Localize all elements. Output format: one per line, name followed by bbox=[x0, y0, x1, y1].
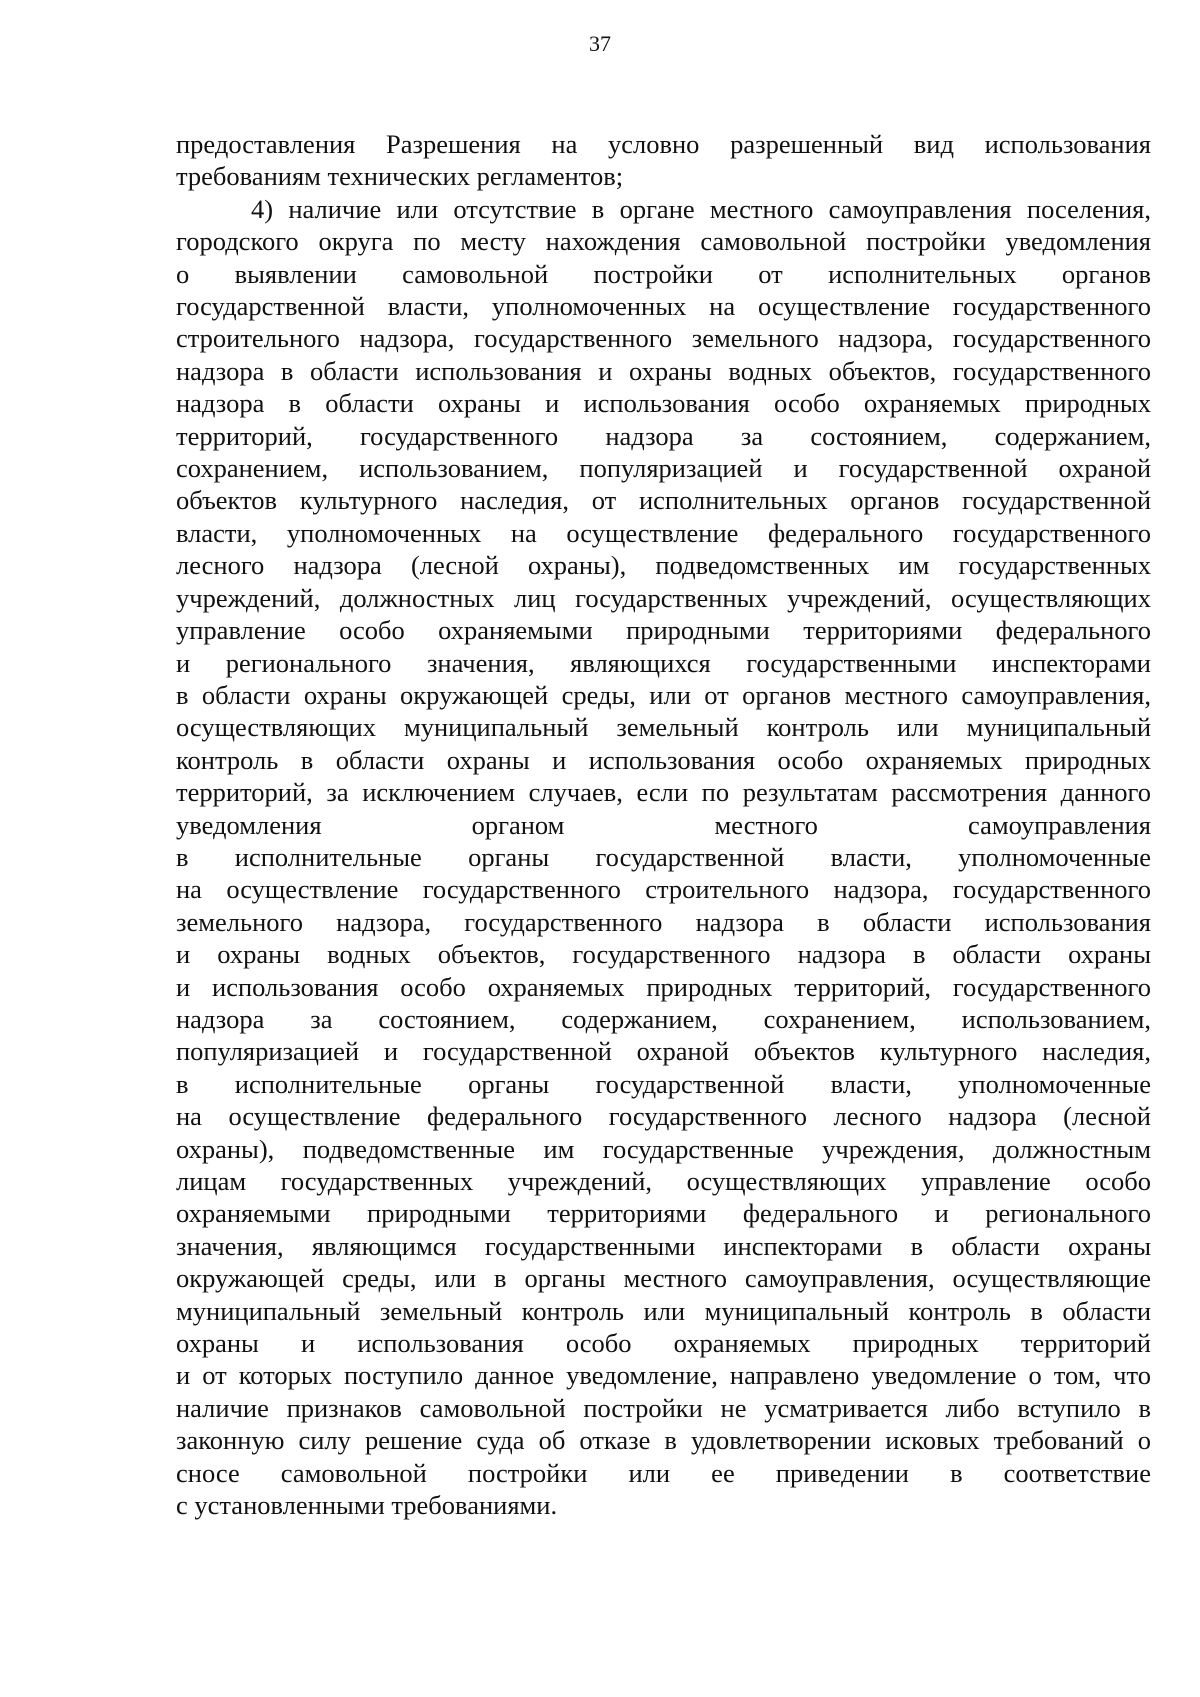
page-number: 37 bbox=[589, 31, 611, 56]
text-line: законную силу решение суда об отказе в удовлетворении исковых требований о bbox=[176, 1425, 1151, 1456]
text-line: надзора в области охраны и использования особо охраняемых природных bbox=[176, 388, 1151, 419]
text-line: на осуществление федерального государственного лесного надзора (лесной bbox=[176, 1101, 1151, 1132]
text-line: в исполнительные органы государственной власти, уполномоченные bbox=[176, 841, 1151, 872]
document-body bbox=[176, 128, 1151, 1521]
text-line: контроль в области охраны и использования особо охраняемых природных bbox=[176, 744, 1151, 775]
text-line: управление особо охраняемыми природными территориями федерального bbox=[176, 615, 1151, 646]
text-line: надзора в области использования и охраны водных объектов, государственного bbox=[176, 355, 1151, 386]
text-line: предоставления Разрешения на условно разрешенный вид использования bbox=[176, 129, 1151, 159]
text-line: осуществляющих муниципальный земельный контроль или муниципальный bbox=[176, 712, 1151, 743]
text-line: наличие признаков самовольной постройки не усматривается либо вступило в bbox=[176, 1392, 1151, 1423]
paragraph-item-4 bbox=[176, 193, 1151, 1522]
text-line: сносе самовольной постройки или ее приведении в соответствие bbox=[176, 1457, 1151, 1488]
text-line: власти, уполномоченных на осуществление федерального государственного bbox=[176, 517, 1151, 548]
text-line: земельного надзора, государственного надзора в области использования bbox=[176, 906, 1151, 937]
text-line: муниципальный земельный контроль или муниципальный контроль в области bbox=[176, 1295, 1151, 1326]
text-line: требованиям технических регламентов; bbox=[176, 161, 624, 192]
text-line: охраняемыми природными территориями федерального и регионального bbox=[176, 1198, 1151, 1229]
text-line: городского округа по месту нахождения самовольной постройки уведомления bbox=[176, 226, 1151, 257]
text-line: и регионального значения, являющихся государственными инспекторами bbox=[176, 647, 1151, 678]
text-line: популяризацией и государственной охраной объектов культурного наследия, bbox=[176, 1036, 1151, 1067]
text-line: окружающей среды, или в органы местного самоуправления, осуществляющие bbox=[176, 1263, 1151, 1294]
text-line: территорий, за исключением случаев, если по результатам рассмотрения данного bbox=[176, 777, 1151, 808]
text-line: строительного надзора, государственного земельного надзора, государственного bbox=[176, 323, 1151, 354]
text-line: и охраны водных объектов, государственного надзора в области охраны bbox=[176, 939, 1151, 970]
text-line: на осуществление государственного строительного надзора, государственного bbox=[176, 874, 1151, 905]
text-line: значения, являющимся государственными инспекторами в области охраны bbox=[176, 1230, 1151, 1261]
text-line: охраны), подведомственные им государственные учреждения, должностным bbox=[176, 1133, 1151, 1164]
text-line: в исполнительные органы государственной власти, уполномоченные bbox=[176, 1068, 1151, 1099]
text-line: надзора за состоянием, содержанием, сохранением, использованием, bbox=[176, 1003, 1151, 1034]
text-line: объектов культурного наследия, от исполнительных органов государственной bbox=[176, 485, 1151, 516]
text-line: и от которых поступило данное уведомление, направлено уведомление о том, что bbox=[176, 1360, 1151, 1391]
text-line: территорий, государственного надзора за состоянием, содержанием, bbox=[176, 420, 1151, 451]
text-line: государственной власти, уполномоченных на осуществление государственного bbox=[176, 291, 1151, 322]
text-line: и использования особо охраняемых природных территорий, государственного bbox=[176, 971, 1151, 1002]
paragraph-continuation bbox=[176, 128, 1151, 193]
text-line: с установленными требованиями. bbox=[176, 1490, 558, 1521]
text-line: лицам государственных учреждений, осуществляющих управление особо bbox=[176, 1166, 1151, 1196]
text-line: сохранением, использованием, популяризацией и государственной охраной bbox=[176, 453, 1151, 484]
text-line: лесного надзора (лесной охраны), подведомственных им государственных bbox=[176, 550, 1151, 581]
text-line: 4) наличие или отсутствие в органе местного самоуправления поселения, bbox=[251, 193, 1151, 224]
text-line: учреждений, должностных лиц государственных учреждений, осуществляющих bbox=[176, 582, 1151, 613]
text-line: о выявлении самовольной постройки от исполнительных органов bbox=[176, 258, 1151, 289]
text-line: в области охраны окружающей среды, или от органов местного самоуправления, bbox=[176, 679, 1151, 710]
text-line: уведомления органом местного самоуправления bbox=[176, 809, 1151, 840]
text-line: охраны и использования особо охраняемых природных территорий bbox=[176, 1328, 1151, 1359]
